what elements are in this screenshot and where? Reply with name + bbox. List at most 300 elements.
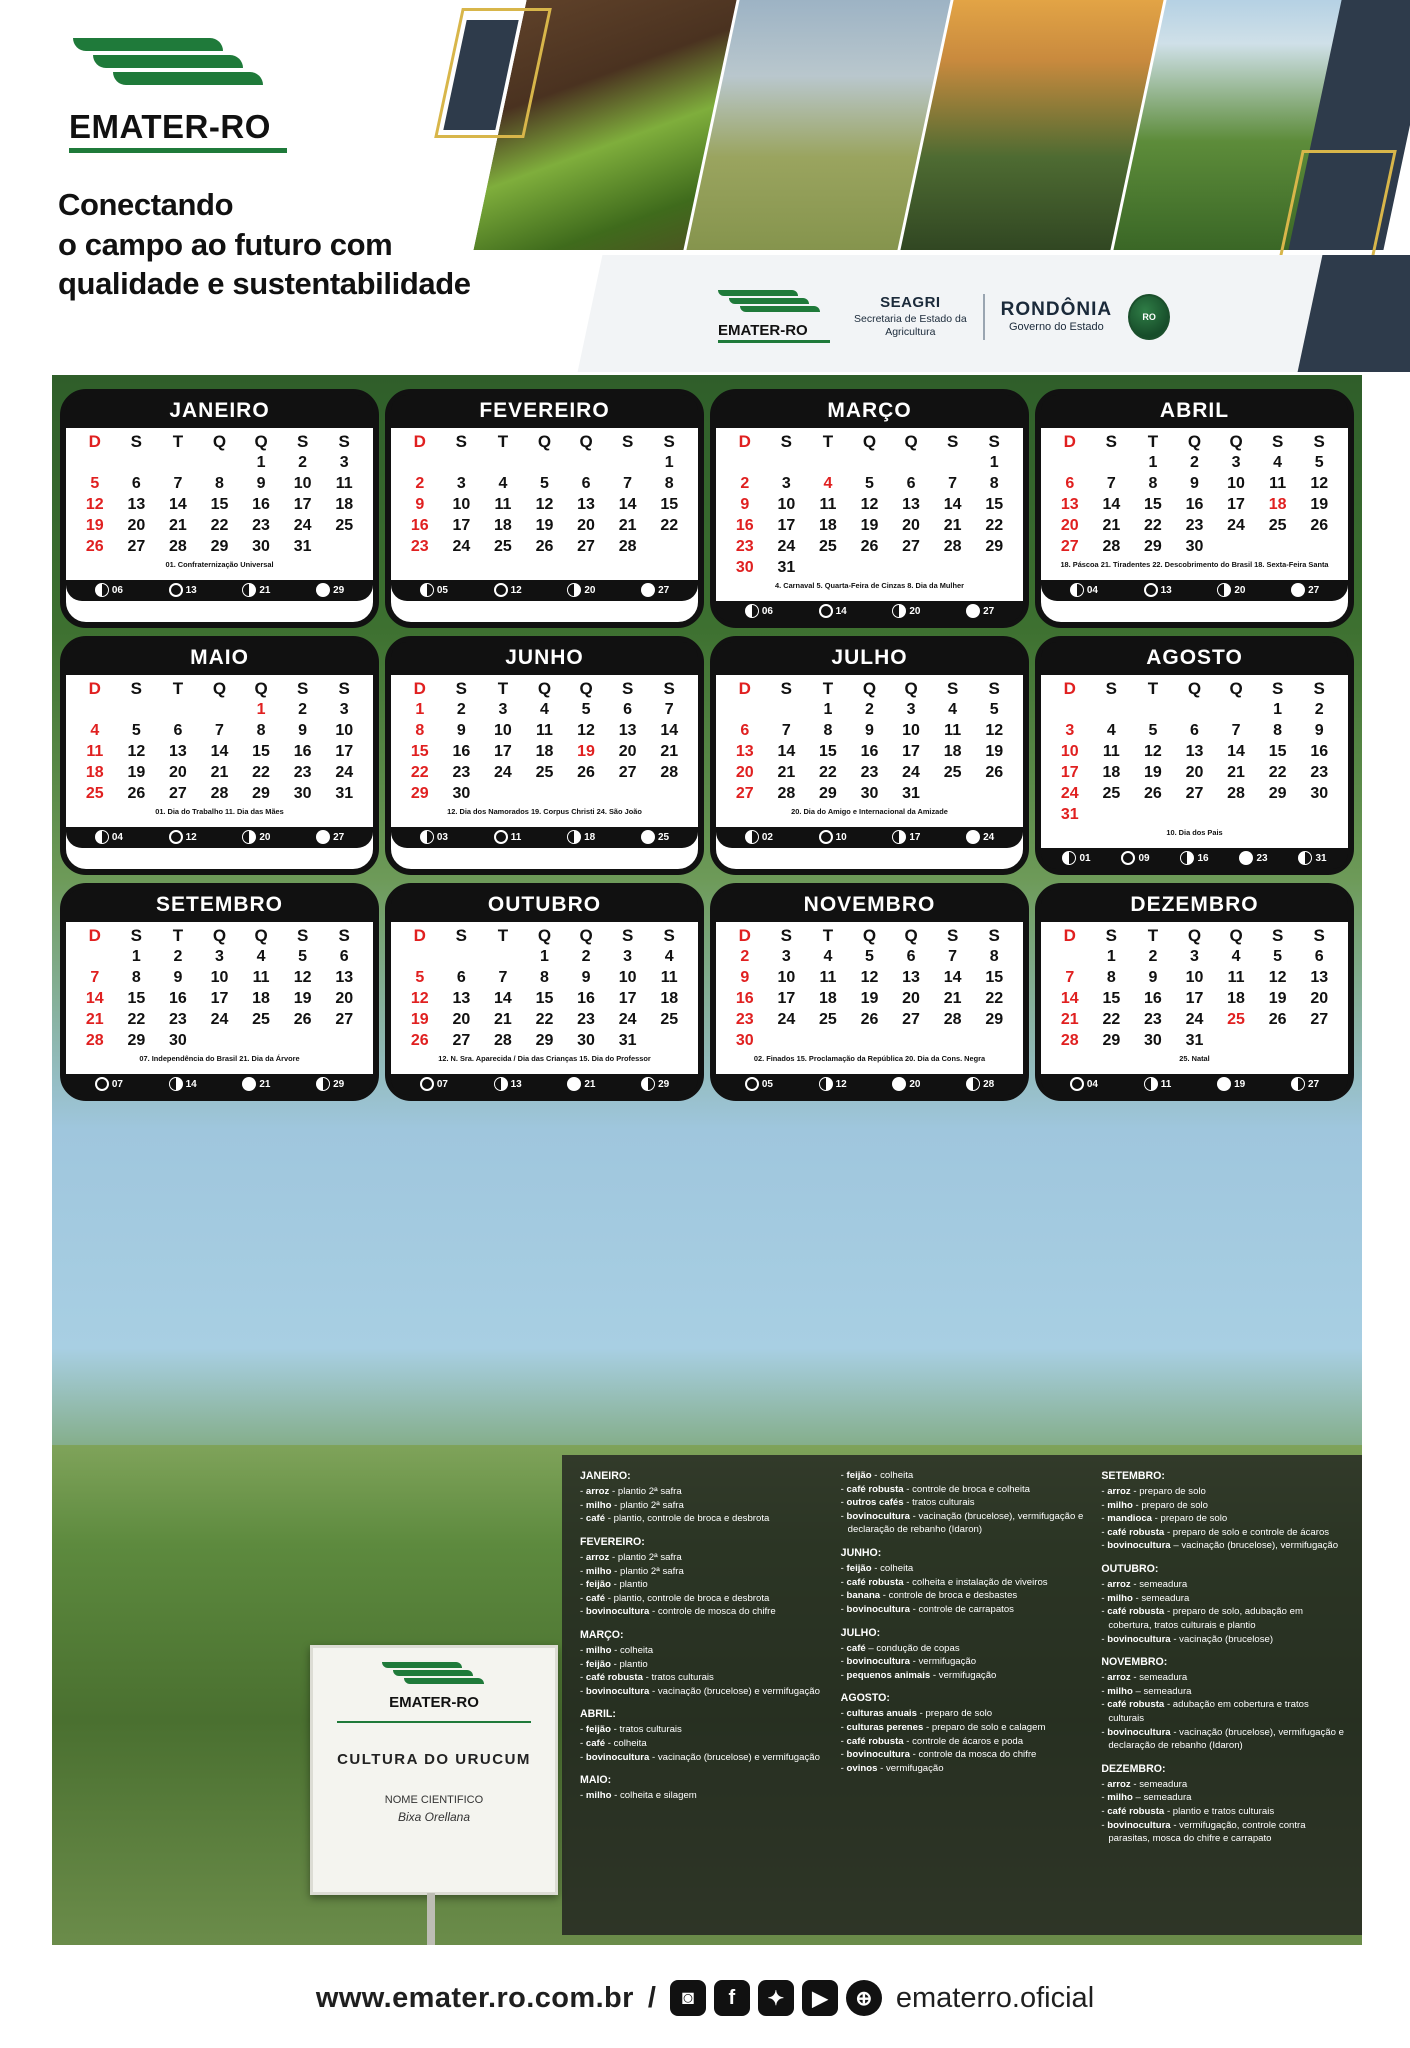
- day-cell[interactable]: 8: [823, 722, 833, 739]
- day-cell[interactable]: 22: [985, 990, 1004, 1007]
- day-cell[interactable]: 25: [819, 538, 837, 555]
- day-cell[interactable]: 14: [169, 496, 187, 513]
- day-cell[interactable]: 31: [902, 785, 920, 802]
- day-cell[interactable]: 13: [169, 743, 187, 760]
- day-cell[interactable]: 11: [1227, 969, 1245, 986]
- day-cell[interactable]: 14: [1060, 990, 1079, 1007]
- day-cell[interactable]: 22: [252, 764, 270, 781]
- day-cell[interactable]: 20: [452, 1011, 471, 1028]
- day-cell[interactable]: 18: [1227, 990, 1245, 1007]
- day-cell[interactable]: 7: [781, 722, 791, 739]
- instagram-icon[interactable]: ◙: [670, 1980, 706, 2016]
- day-cell[interactable]: 10: [210, 969, 229, 986]
- day-cell[interactable]: 31: [335, 785, 354, 802]
- day-cell[interactable]: 14: [618, 496, 637, 513]
- day-cell[interactable]: 4: [498, 475, 508, 492]
- day-cell[interactable]: 19: [293, 990, 312, 1007]
- day-cell[interactable]: 24: [293, 517, 312, 534]
- day-cell[interactable]: 21: [777, 764, 796, 781]
- day-cell[interactable]: 24: [777, 538, 796, 555]
- day-cell[interactable]: 14: [85, 990, 104, 1007]
- day-cell[interactable]: 13: [902, 969, 920, 986]
- day-cell[interactable]: 21: [618, 517, 637, 534]
- youtube-icon[interactable]: ▶: [802, 1980, 838, 2016]
- day-cell[interactable]: 28: [1060, 1032, 1079, 1049]
- day-cell[interactable]: 4: [1231, 948, 1241, 965]
- day-cell[interactable]: 29: [1102, 1032, 1121, 1049]
- day-cell[interactable]: 15: [535, 990, 554, 1007]
- day-cell[interactable]: 30: [577, 1032, 595, 1049]
- day-cell[interactable]: 7: [173, 475, 183, 492]
- day-cell[interactable]: 3: [215, 948, 224, 965]
- day-cell[interactable]: 4: [90, 722, 100, 739]
- day-cell[interactable]: 24: [1227, 517, 1245, 534]
- day-cell[interactable]: 19: [127, 764, 146, 781]
- day-cell[interactable]: 10: [1227, 475, 1245, 492]
- day-cell[interactable]: 5: [1273, 948, 1283, 965]
- day-cell[interactable]: 22: [1102, 1011, 1121, 1028]
- day-cell[interactable]: 4: [823, 475, 833, 492]
- day-cell[interactable]: 23: [293, 764, 312, 781]
- day-cell[interactable]: 26: [127, 785, 146, 802]
- day-cell[interactable]: 31: [1060, 806, 1079, 823]
- facebook-icon[interactable]: f: [714, 1980, 750, 2016]
- day-cell[interactable]: 19: [860, 990, 879, 1007]
- day-cell[interactable]: 15: [1144, 496, 1162, 513]
- day-cell[interactable]: 28: [494, 1032, 512, 1049]
- day-cell[interactable]: 31: [1185, 1032, 1204, 1049]
- day-cell[interactable]: 3: [339, 701, 349, 718]
- day-cell[interactable]: 26: [860, 1011, 879, 1028]
- day-cell[interactable]: 21: [1102, 517, 1121, 534]
- day-cell[interactable]: 10: [777, 496, 796, 513]
- day-cell[interactable]: 16: [860, 743, 879, 760]
- day-cell[interactable]: 17: [1185, 990, 1204, 1007]
- day-cell[interactable]: 25: [252, 1011, 270, 1028]
- day-cell[interactable]: 15: [252, 743, 270, 760]
- day-cell[interactable]: 3: [1065, 722, 1075, 739]
- day-cell[interactable]: 24: [1060, 785, 1079, 802]
- day-cell[interactable]: 2: [740, 475, 750, 492]
- day-cell[interactable]: 8: [215, 475, 224, 492]
- day-cell[interactable]: 14: [210, 743, 229, 760]
- day-cell[interactable]: 30: [252, 538, 270, 555]
- day-cell[interactable]: 9: [173, 969, 183, 986]
- day-cell[interactable]: 5: [581, 701, 591, 718]
- day-cell[interactable]: 29: [985, 538, 1004, 555]
- day-cell[interactable]: 18: [660, 990, 679, 1007]
- day-cell[interactable]: 10: [618, 969, 637, 986]
- day-cell[interactable]: 13: [735, 743, 754, 760]
- website-icon[interactable]: ⊕: [846, 1980, 882, 2016]
- day-cell[interactable]: 5: [989, 701, 999, 718]
- day-cell[interactable]: 5: [865, 948, 874, 965]
- day-cell[interactable]: 13: [452, 990, 471, 1007]
- day-cell[interactable]: 26: [410, 1032, 429, 1049]
- day-cell[interactable]: 29: [252, 785, 270, 802]
- day-cell[interactable]: 30: [452, 785, 471, 802]
- day-cell[interactable]: 11: [494, 496, 512, 513]
- day-cell[interactable]: 12: [860, 969, 879, 986]
- day-cell[interactable]: 21: [943, 517, 962, 534]
- day-cell[interactable]: 28: [618, 538, 637, 555]
- day-cell[interactable]: 6: [906, 948, 916, 965]
- day-cell[interactable]: 9: [256, 475, 266, 492]
- day-cell[interactable]: 24: [618, 1011, 637, 1028]
- day-cell[interactable]: 9: [581, 969, 591, 986]
- day-cell[interactable]: 24: [210, 1011, 229, 1028]
- day-cell[interactable]: 26: [1144, 785, 1162, 802]
- day-cell[interactable]: 30: [860, 785, 879, 802]
- day-cell[interactable]: 1: [989, 454, 999, 471]
- day-cell[interactable]: 6: [906, 475, 916, 492]
- day-cell[interactable]: 12: [860, 496, 879, 513]
- day-cell[interactable]: 4: [256, 948, 266, 965]
- day-cell[interactable]: 29: [410, 785, 429, 802]
- day-cell[interactable]: 21: [1060, 1011, 1079, 1028]
- day-cell[interactable]: 23: [169, 1011, 187, 1028]
- day-cell[interactable]: 30: [1310, 785, 1329, 802]
- day-cell[interactable]: 15: [1268, 743, 1287, 760]
- day-cell[interactable]: 12: [127, 743, 146, 760]
- day-cell[interactable]: 17: [494, 743, 512, 760]
- day-cell[interactable]: 17: [452, 517, 471, 534]
- day-cell[interactable]: 3: [781, 948, 791, 965]
- day-cell[interactable]: 7: [948, 475, 958, 492]
- day-cell[interactable]: 28: [1102, 538, 1121, 555]
- day-cell[interactable]: 27: [618, 764, 637, 781]
- day-cell[interactable]: 17: [293, 496, 312, 513]
- day-cell[interactable]: 8: [1106, 969, 1116, 986]
- day-cell[interactable]: 26: [577, 764, 595, 781]
- day-cell[interactable]: 24: [494, 764, 512, 781]
- day-cell[interactable]: 3: [1190, 948, 1199, 965]
- day-cell[interactable]: 23: [577, 1011, 595, 1028]
- day-cell[interactable]: 16: [1185, 496, 1204, 513]
- day-cell[interactable]: 22: [1144, 517, 1162, 534]
- twitter-icon[interactable]: ✦: [758, 1980, 794, 2016]
- day-cell[interactable]: 16: [293, 743, 312, 760]
- day-cell[interactable]: 27: [335, 1011, 354, 1028]
- day-cell[interactable]: 27: [1310, 1011, 1329, 1028]
- day-cell[interactable]: 31: [618, 1032, 637, 1049]
- day-cell[interactable]: 30: [169, 1032, 187, 1049]
- day-cell[interactable]: 29: [127, 1032, 146, 1049]
- day-cell[interactable]: 18: [1102, 764, 1121, 781]
- day-cell[interactable]: 21: [1227, 764, 1245, 781]
- day-cell[interactable]: 8: [131, 969, 141, 986]
- day-cell[interactable]: 15: [819, 743, 837, 760]
- day-cell[interactable]: 7: [498, 969, 508, 986]
- day-cell[interactable]: 13: [902, 496, 920, 513]
- day-cell[interactable]: 22: [535, 1011, 554, 1028]
- day-cell[interactable]: 12: [410, 990, 429, 1007]
- day-cell[interactable]: 5: [298, 948, 308, 965]
- day-cell[interactable]: 14: [1227, 743, 1245, 760]
- day-cell[interactable]: 10: [494, 722, 512, 739]
- day-cell[interactable]: 13: [127, 496, 146, 513]
- day-cell[interactable]: 16: [735, 990, 754, 1007]
- day-cell[interactable]: 12: [577, 722, 595, 739]
- day-cell[interactable]: 26: [85, 538, 104, 555]
- day-cell[interactable]: 20: [1060, 517, 1079, 534]
- day-cell[interactable]: 21: [169, 517, 187, 534]
- day-cell[interactable]: 26: [1268, 1011, 1287, 1028]
- day-cell[interactable]: 10: [1060, 743, 1079, 760]
- day-cell[interactable]: 13: [1310, 969, 1329, 986]
- day-cell[interactable]: 10: [293, 475, 312, 492]
- day-cell[interactable]: 15: [410, 743, 429, 760]
- day-cell[interactable]: 6: [456, 969, 466, 986]
- day-cell[interactable]: 20: [902, 990, 920, 1007]
- day-cell[interactable]: 3: [623, 948, 633, 965]
- day-cell[interactable]: 13: [577, 496, 595, 513]
- day-cell[interactable]: 23: [410, 538, 429, 555]
- day-cell[interactable]: 1: [131, 948, 141, 965]
- day-cell[interactable]: 9: [1314, 722, 1324, 739]
- day-cell[interactable]: 28: [943, 538, 962, 555]
- day-cell[interactable]: 23: [735, 1011, 754, 1028]
- day-cell[interactable]: 2: [456, 701, 466, 718]
- day-cell[interactable]: 13: [1185, 743, 1204, 760]
- day-cell[interactable]: 12: [1310, 475, 1329, 492]
- day-cell[interactable]: 13: [1060, 496, 1079, 513]
- day-cell[interactable]: 12: [985, 722, 1004, 739]
- day-cell[interactable]: 22: [1268, 764, 1287, 781]
- day-cell[interactable]: 21: [85, 1011, 104, 1028]
- day-cell[interactable]: 20: [169, 764, 187, 781]
- day-cell[interactable]: 17: [618, 990, 637, 1007]
- day-cell[interactable]: 6: [131, 475, 141, 492]
- day-cell[interactable]: 2: [415, 475, 425, 492]
- day-cell[interactable]: 4: [1106, 722, 1116, 739]
- day-cell[interactable]: 18: [335, 496, 354, 513]
- website-url[interactable]: www.emater.ro.com.br: [315, 1981, 634, 2014]
- day-cell[interactable]: 10: [1185, 969, 1204, 986]
- day-cell[interactable]: 29: [1268, 785, 1287, 802]
- day-cell[interactable]: 8: [540, 969, 549, 986]
- day-cell[interactable]: 29: [535, 1032, 554, 1049]
- day-cell[interactable]: 28: [169, 538, 187, 555]
- day-cell[interactable]: 24: [777, 1011, 796, 1028]
- day-cell[interactable]: 30: [1144, 1032, 1162, 1049]
- day-cell[interactable]: 9: [740, 969, 750, 986]
- day-cell[interactable]: 9: [1148, 969, 1158, 986]
- day-cell[interactable]: 28: [660, 764, 679, 781]
- day-cell[interactable]: 11: [86, 743, 104, 760]
- day-cell[interactable]: 1: [1106, 948, 1116, 965]
- day-cell[interactable]: 25: [494, 538, 512, 555]
- day-cell[interactable]: 27: [1185, 785, 1204, 802]
- day-cell[interactable]: 19: [985, 743, 1004, 760]
- day-cell[interactable]: 11: [1102, 743, 1120, 760]
- day-cell[interactable]: 9: [740, 496, 750, 513]
- day-cell[interactable]: 20: [335, 990, 354, 1007]
- day-cell[interactable]: 23: [1144, 1011, 1162, 1028]
- day-cell[interactable]: 5: [1314, 454, 1324, 471]
- day-cell[interactable]: 7: [215, 722, 224, 739]
- day-cell[interactable]: 2: [298, 701, 308, 718]
- day-cell[interactable]: 21: [660, 743, 679, 760]
- day-cell[interactable]: 21: [210, 764, 229, 781]
- day-cell[interactable]: 7: [1106, 475, 1116, 492]
- day-cell[interactable]: 17: [1060, 764, 1079, 781]
- day-cell[interactable]: 8: [1148, 475, 1158, 492]
- day-cell[interactable]: 22: [127, 1011, 146, 1028]
- day-cell[interactable]: 2: [581, 948, 591, 965]
- day-cell[interactable]: 8: [1273, 722, 1283, 739]
- day-cell[interactable]: 23: [860, 764, 879, 781]
- day-cell[interactable]: 19: [1268, 990, 1287, 1007]
- day-cell[interactable]: 20: [902, 517, 920, 534]
- day-cell[interactable]: 5: [415, 969, 425, 986]
- day-cell[interactable]: 29: [210, 538, 229, 555]
- day-cell[interactable]: 5: [1148, 722, 1158, 739]
- day-cell[interactable]: 12: [1268, 969, 1287, 986]
- day-cell[interactable]: 27: [127, 538, 146, 555]
- day-cell[interactable]: 23: [1185, 517, 1204, 534]
- day-cell[interactable]: 16: [169, 990, 187, 1007]
- day-cell[interactable]: 11: [660, 969, 678, 986]
- day-cell[interactable]: 11: [252, 969, 270, 986]
- day-cell[interactable]: 9: [865, 722, 874, 739]
- day-cell[interactable]: 28: [1227, 785, 1245, 802]
- day-cell[interactable]: 8: [989, 475, 999, 492]
- day-cell[interactable]: 30: [293, 785, 312, 802]
- day-cell[interactable]: 7: [1065, 969, 1075, 986]
- day-cell[interactable]: 24: [902, 764, 920, 781]
- day-cell[interactable]: 15: [127, 990, 146, 1007]
- day-cell[interactable]: 30: [735, 559, 754, 576]
- day-cell[interactable]: 26: [535, 538, 554, 555]
- day-cell[interactable]: 14: [777, 743, 796, 760]
- day-cell[interactable]: 10: [452, 496, 471, 513]
- day-cell[interactable]: 25: [1268, 517, 1287, 534]
- day-cell[interactable]: 20: [1185, 764, 1204, 781]
- day-cell[interactable]: 3: [906, 701, 916, 718]
- day-cell[interactable]: 9: [298, 722, 308, 739]
- day-cell[interactable]: 10: [335, 722, 354, 739]
- day-cell[interactable]: 4: [1273, 454, 1283, 471]
- day-cell[interactable]: 30: [735, 1032, 754, 1049]
- day-cell[interactable]: 28: [777, 785, 796, 802]
- day-cell[interactable]: 8: [415, 722, 425, 739]
- day-cell[interactable]: 31: [777, 559, 796, 576]
- day-cell[interactable]: 6: [1314, 948, 1324, 965]
- day-cell[interactable]: 25: [85, 785, 104, 802]
- day-cell[interactable]: 1: [256, 454, 266, 471]
- day-cell[interactable]: 17: [210, 990, 229, 1007]
- day-cell[interactable]: 31: [293, 538, 312, 555]
- day-cell[interactable]: 7: [664, 701, 674, 718]
- day-cell[interactable]: 10: [777, 969, 796, 986]
- day-cell[interactable]: 5: [865, 475, 874, 492]
- day-cell[interactable]: 4: [948, 701, 958, 718]
- day-cell[interactable]: 20: [577, 517, 595, 534]
- day-cell[interactable]: 16: [1310, 743, 1329, 760]
- day-cell[interactable]: 18: [943, 743, 962, 760]
- day-cell[interactable]: 11: [335, 475, 353, 492]
- day-cell[interactable]: 14: [943, 496, 962, 513]
- day-cell[interactable]: 3: [339, 454, 349, 471]
- day-cell[interactable]: 26: [985, 764, 1004, 781]
- day-cell[interactable]: 19: [410, 1011, 429, 1028]
- day-cell[interactable]: 14: [943, 969, 962, 986]
- day-cell[interactable]: 1: [1273, 701, 1283, 718]
- day-cell[interactable]: 24: [452, 538, 471, 555]
- day-cell[interactable]: 27: [902, 1011, 920, 1028]
- day-cell[interactable]: 20: [127, 517, 146, 534]
- day-cell[interactable]: 21: [943, 990, 962, 1007]
- day-cell[interactable]: 27: [169, 785, 187, 802]
- day-cell[interactable]: 27: [577, 538, 595, 555]
- day-cell[interactable]: 23: [1310, 764, 1329, 781]
- day-cell[interactable]: 20: [1310, 990, 1329, 1007]
- day-cell[interactable]: 23: [252, 517, 270, 534]
- day-cell[interactable]: 30: [1185, 538, 1204, 555]
- day-cell[interactable]: 20: [735, 764, 754, 781]
- day-cell[interactable]: 6: [740, 722, 750, 739]
- day-cell[interactable]: 13: [335, 969, 354, 986]
- day-cell[interactable]: 28: [943, 1011, 962, 1028]
- day-cell[interactable]: 29: [1144, 538, 1162, 555]
- day-cell[interactable]: 2: [298, 454, 308, 471]
- day-cell[interactable]: 8: [664, 475, 674, 492]
- day-cell[interactable]: 17: [777, 517, 796, 534]
- day-cell[interactable]: 9: [1190, 475, 1199, 492]
- day-cell[interactable]: 16: [577, 990, 595, 1007]
- day-cell[interactable]: 6: [1065, 475, 1075, 492]
- day-cell[interactable]: 13: [618, 722, 637, 739]
- day-cell[interactable]: 23: [452, 764, 471, 781]
- day-cell[interactable]: 11: [819, 969, 837, 986]
- day-cell[interactable]: 12: [535, 496, 554, 513]
- day-cell[interactable]: 12: [1144, 743, 1162, 760]
- day-cell[interactable]: 3: [781, 475, 791, 492]
- day-cell[interactable]: 10: [902, 722, 920, 739]
- day-cell[interactable]: 3: [1231, 454, 1241, 471]
- day-cell[interactable]: 6: [173, 722, 183, 739]
- day-cell[interactable]: 27: [902, 538, 920, 555]
- day-cell[interactable]: 14: [1102, 496, 1121, 513]
- day-cell[interactable]: 22: [660, 517, 679, 534]
- day-cell[interactable]: 11: [1269, 475, 1287, 492]
- day-cell[interactable]: 3: [498, 701, 508, 718]
- day-cell[interactable]: 24: [335, 764, 354, 781]
- day-cell[interactable]: 25: [1227, 1011, 1245, 1028]
- day-cell[interactable]: 28: [85, 1032, 104, 1049]
- social-links[interactable]: [670, 1980, 882, 2016]
- day-cell[interactable]: 27: [452, 1032, 471, 1049]
- day-cell[interactable]: 15: [985, 969, 1004, 986]
- day-cell[interactable]: 29: [819, 785, 837, 802]
- day-cell[interactable]: 19: [860, 517, 879, 534]
- day-cell[interactable]: 22: [210, 517, 229, 534]
- day-cell[interactable]: 7: [948, 948, 958, 965]
- day-cell[interactable]: 3: [456, 475, 466, 492]
- day-cell[interactable]: 18: [535, 743, 554, 760]
- day-cell[interactable]: 15: [1102, 990, 1121, 1007]
- day-cell[interactable]: 18: [819, 990, 837, 1007]
- day-cell[interactable]: 1: [823, 701, 833, 718]
- day-cell[interactable]: 16: [1144, 990, 1162, 1007]
- day-cell[interactable]: 15: [985, 496, 1004, 513]
- day-cell[interactable]: 12: [85, 496, 104, 513]
- day-cell[interactable]: 25: [535, 764, 554, 781]
- day-cell[interactable]: 11: [819, 496, 837, 513]
- day-cell[interactable]: 18: [494, 517, 512, 534]
- day-cell[interactable]: 7: [1231, 722, 1241, 739]
